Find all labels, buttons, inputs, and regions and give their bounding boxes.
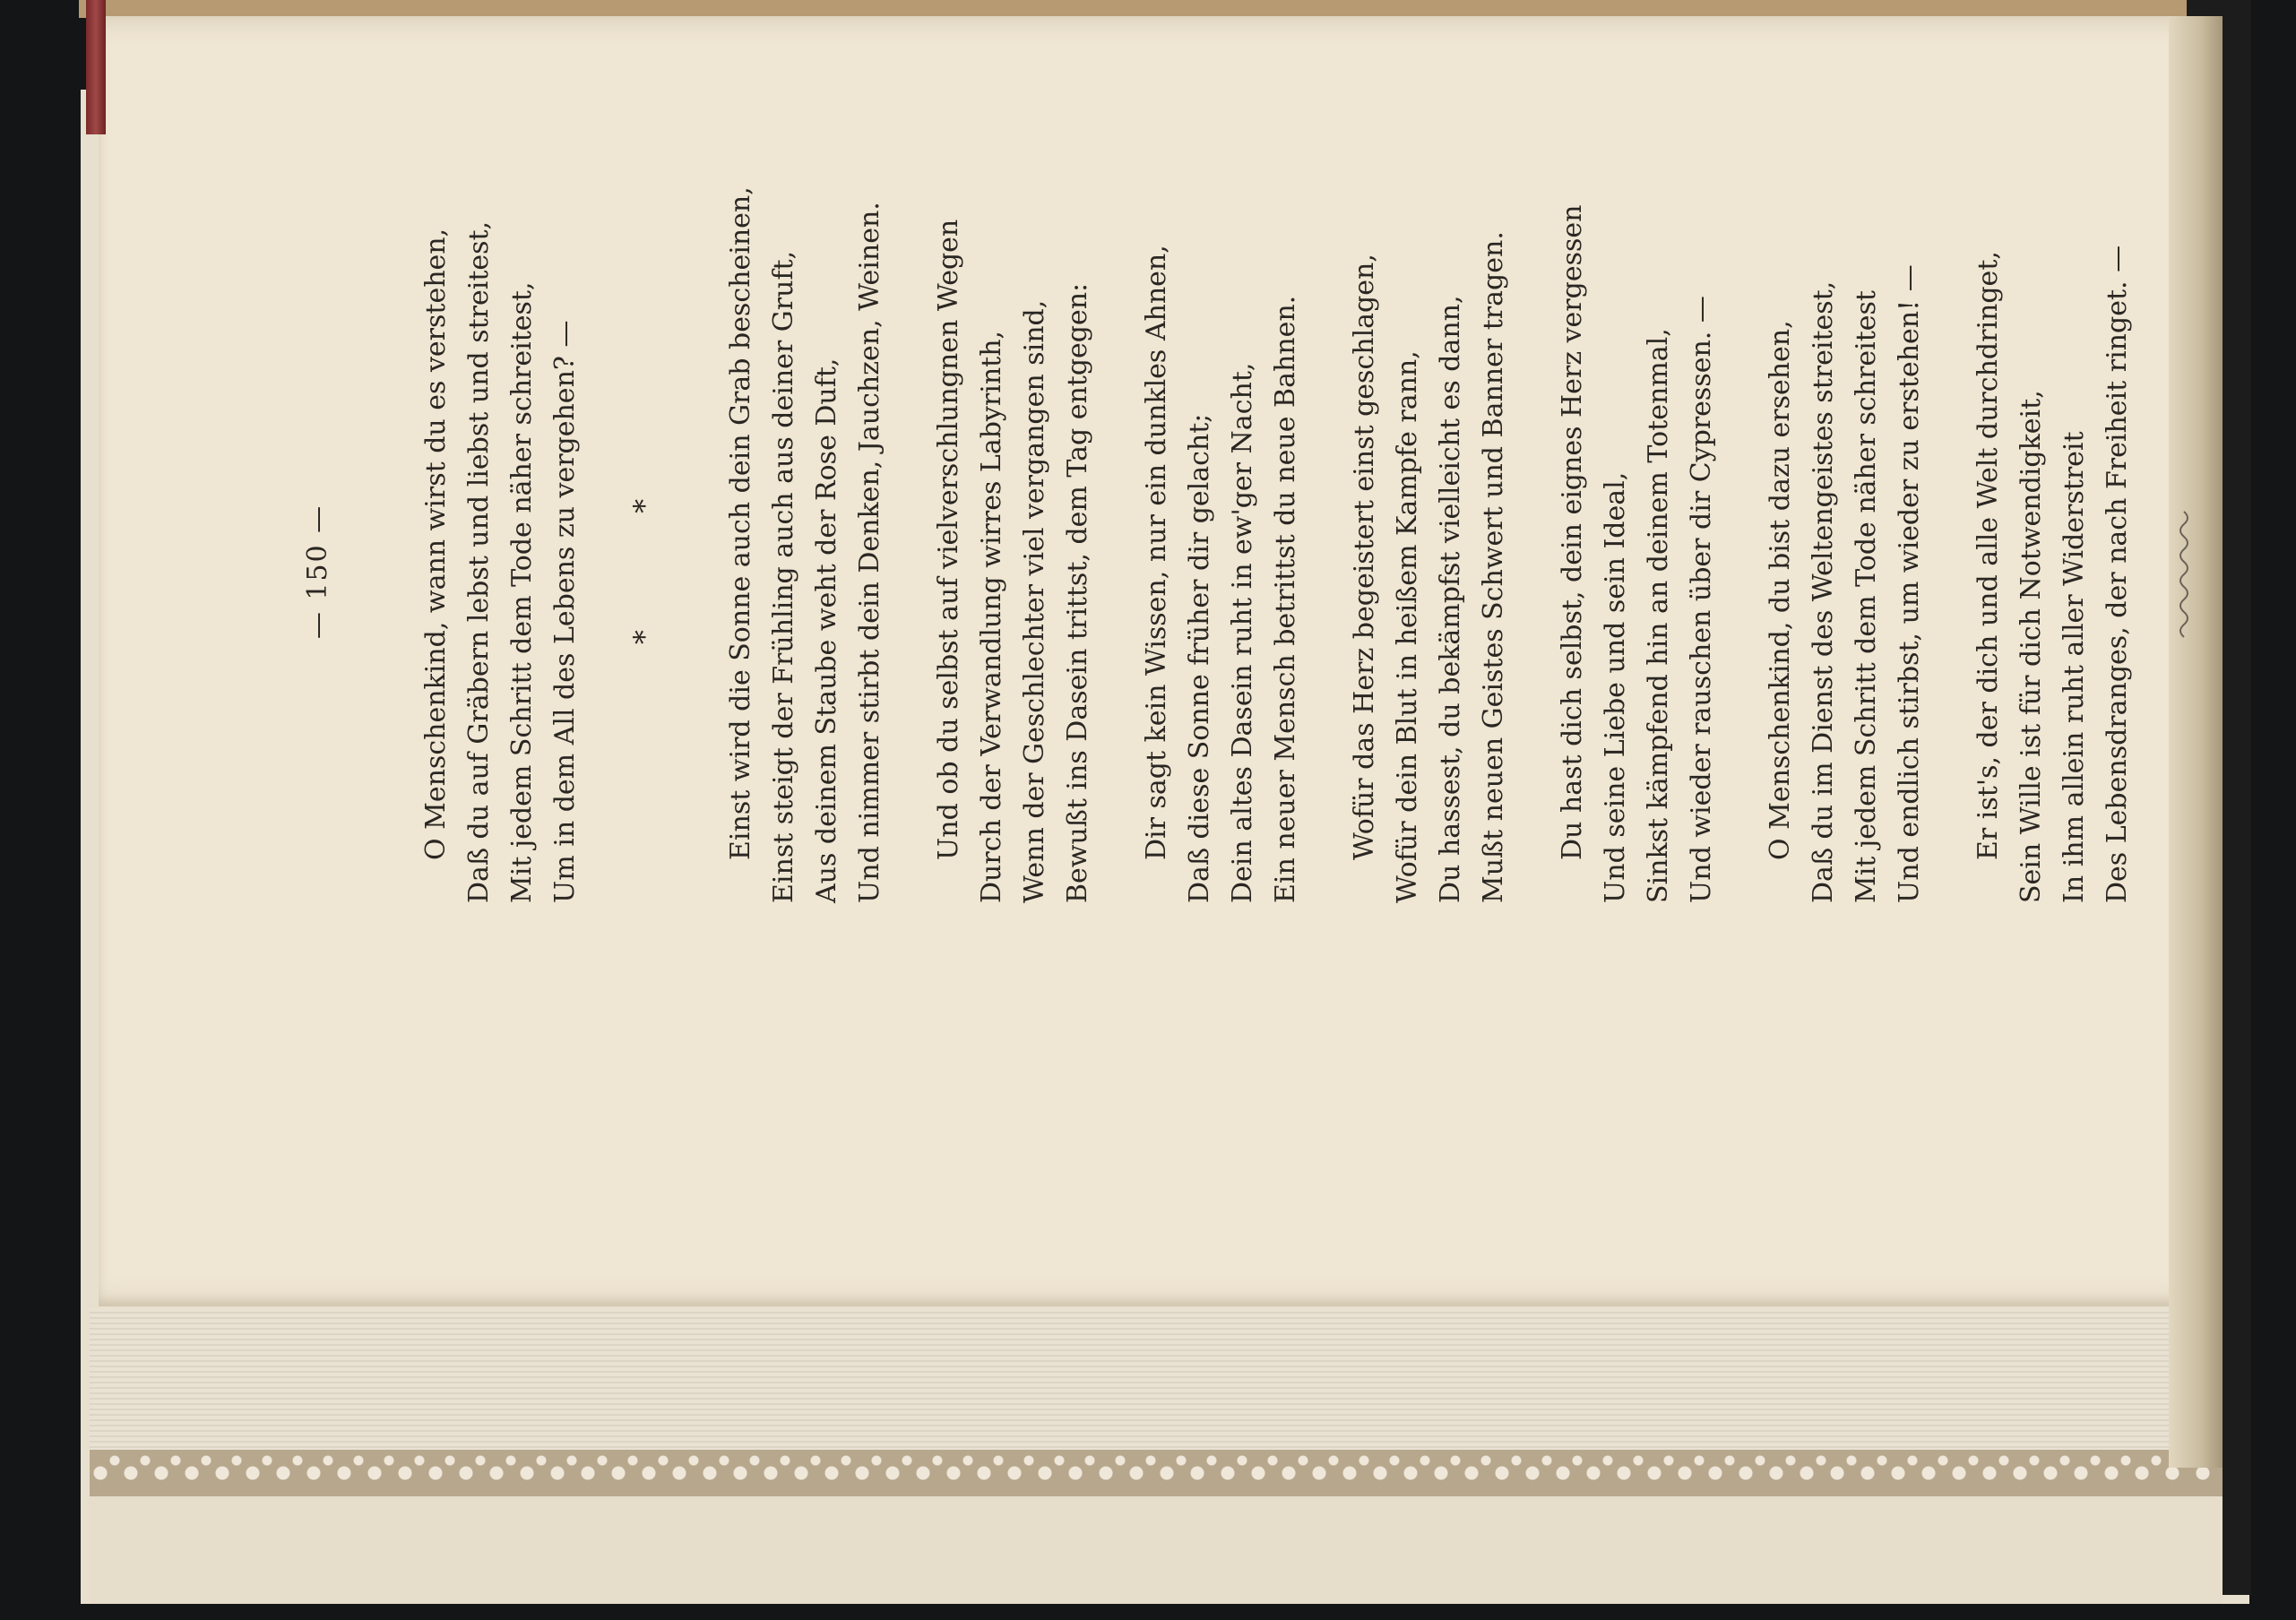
- stanza-4: [1135, 43, 1308, 1100]
- verse-line: Du hassest, du bekämpfst vielleicht es dann,: [1435, 295, 1466, 903]
- verse-line: Du hast dich selbst, dein eignes Herz vergessen: [1557, 204, 1588, 860]
- verse-line: Sinkst kämpfend hin an deinem Totenmal,: [1643, 328, 1674, 903]
- verse-line: Dir sagt kein Wissen, nur ein dunkles Ahnen,: [1141, 245, 1172, 860]
- verse-line: Mit jedem Schritt dem Tode näher schreitest,: [506, 281, 538, 903]
- verse-line: Um in dem All des Lebens zu vergehen? —: [549, 320, 581, 903]
- page-stack-edge: [90, 1308, 2223, 1452]
- verse-line: Wofür das Herz begeistert einst geschlagen,: [1349, 254, 1380, 860]
- stanza-2: [720, 43, 892, 1100]
- verse-line: O Menschenkind, du bist dazu ersehen,: [1765, 320, 1796, 860]
- verse-line: Und nimmer stirbt dein Denken, Jauchzen, Weinen.: [854, 202, 885, 903]
- verse-line: Wofür dein Blut in heißem Kampfe rann,: [1392, 350, 1423, 903]
- decorative-lace-band: [90, 1450, 2223, 1496]
- verse-line: Des Lebensdranges, der nach Freiheit ringet. —: [2102, 245, 2133, 903]
- stanza-8: [1967, 43, 2139, 1100]
- verse-line: O Menschenkind, wann wirst du es verstehen,: [420, 228, 452, 860]
- verse-line: Und seine Liebe und sein Ideal,: [1600, 471, 1631, 903]
- page-number-header: — 150 —: [302, 504, 333, 640]
- verse-line: Wenn der Geschlechter viel vergangen sind,: [1019, 299, 1050, 903]
- end-ornament-icon: [2175, 43, 2193, 1100]
- verse-line: Einst steigt der Frühling auch aus deiner Gruft,: [768, 250, 799, 903]
- section-separator: * *: [627, 444, 661, 645]
- spine-headband: [86, 0, 106, 134]
- verse-line: Und ob du selbst auf vielverschlungnen Wegen: [933, 219, 964, 860]
- stanza-3: [928, 43, 1100, 1100]
- verse-line: Aus deinem Staube weht der Rose Duft,: [811, 358, 842, 903]
- book-cover-edge: [79, 0, 2230, 18]
- verse-line: Und wieder rauschen über dir Cypressen. —: [1686, 296, 1717, 903]
- verse-line: Durch der Verwandlung wirres Labyrinth,: [976, 330, 1007, 903]
- verse-line: Er ist's, der dich und alle Welt durchdringet,: [1972, 251, 2004, 860]
- verse-line: Bewußt ins Dasein trittst, dem Tag entgegen:: [1062, 282, 1093, 903]
- stanza-5: [1343, 43, 1515, 1100]
- verse-line: Daß diese Sonne früher dir gelacht;: [1184, 413, 1215, 903]
- page-text-block: [291, 43, 2133, 1100]
- stanza-6: [1551, 43, 1723, 1100]
- stanza-7: [1759, 43, 1931, 1100]
- verse-line: In ihm allein ruht aller Widerstreit: [2059, 431, 2090, 903]
- verse-line: Ein neuer Mensch betrittst du neue Bahnen.: [1270, 295, 1301, 903]
- verse-line: Daß du auf Gräbern lebst und liebst und streitest,: [463, 220, 495, 903]
- verse-line: Und endlich stirbst, um wieder zu erstehen! —: [1894, 264, 1925, 903]
- verse-line: Einst wird die Sonne auch dein Grab bescheinen,: [725, 186, 756, 860]
- verse-line: Mußt neuen Geistes Schwert und Banner tragen.: [1478, 231, 1509, 903]
- lower-endpaper: [90, 1496, 2223, 1604]
- verse-line: Dein altes Dasein ruht in ew'ger Nacht,: [1227, 362, 1258, 903]
- verse-line: Sein Wille ist für dich Notwendigkeit,: [2015, 390, 2047, 903]
- verse-line: Mit jedem Schritt dem Tode näher schreitest: [1851, 290, 1882, 903]
- stanza-1: [415, 43, 587, 1100]
- verse-line: Daß du im Dienst des Weltengeistes streitest,: [1808, 280, 1839, 903]
